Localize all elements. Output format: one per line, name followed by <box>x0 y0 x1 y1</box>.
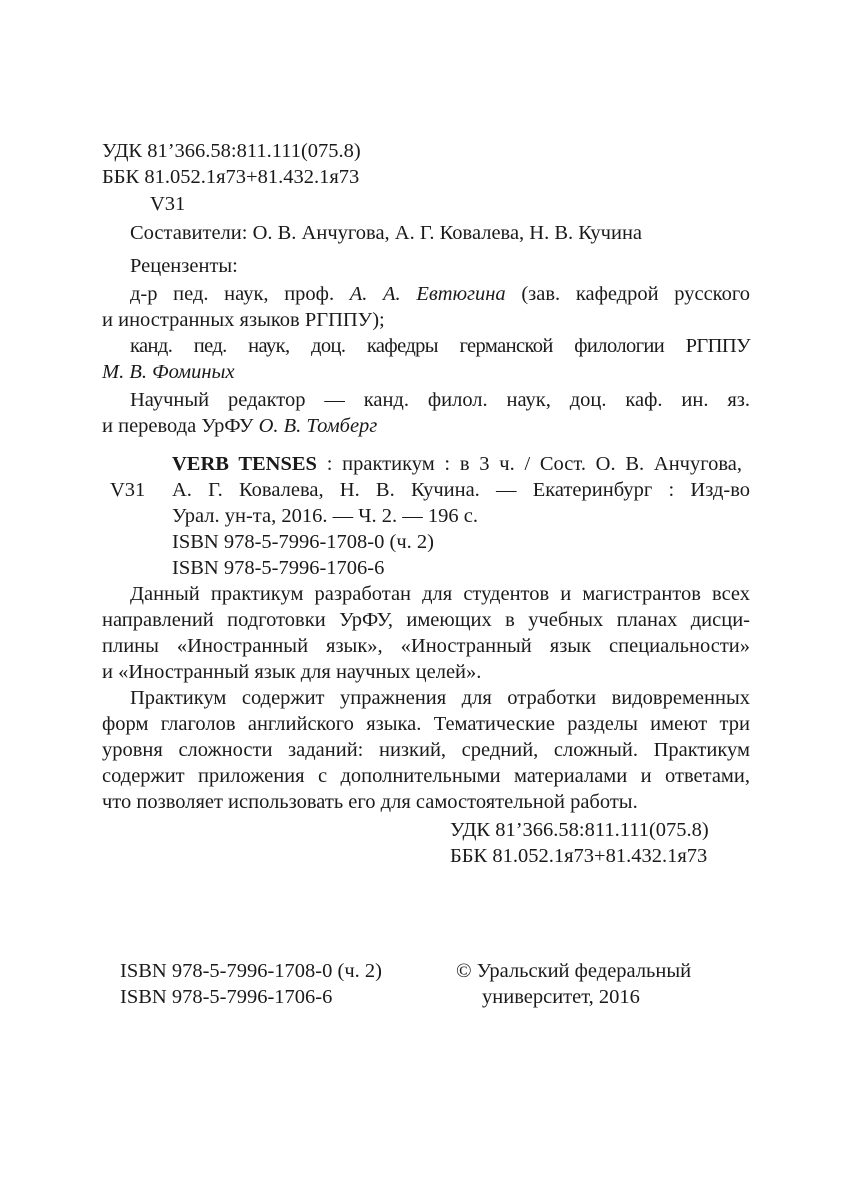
footer-bbk-code: ББК 81.052.1я73+81.432.1я73 <box>450 845 708 867</box>
editor-line-2: и перевода УрФУ О. В. Томберг <box>102 415 378 437</box>
reviewer-1-line: д-р пед. наук, проф. А. А. Евтюгина (зав. кафедрой русского <box>130 283 750 305</box>
udk-code: УДК 81’366.58:811.111(075.8) <box>102 140 361 162</box>
reviewers-heading: Рецензенты: <box>130 255 238 277</box>
bottom-isbn-1: ISBN 978-5-7996-1708-0 (ч. 2) <box>120 960 382 982</box>
copyright-line-2: университет, 2016 <box>482 986 640 1008</box>
footer-udk-code: УДК 81’366.58:811.111(075.8) <box>450 819 709 841</box>
abstract-p2-line-4: содержит приложения с дополнительными материалами и ответами, <box>102 765 750 787</box>
abstract-p1-line-3: плины «Иностранный язык», «Иностранный язык специальности» <box>102 635 750 657</box>
bottom-isbn-2: ISBN 978-5-7996-1706-6 <box>120 986 333 1008</box>
editor-name: О. В. Томберг <box>258 415 378 437</box>
author-mark: V31 <box>150 193 186 215</box>
biblio-isbn-1: ISBN 978-5-7996-1708-0 (ч. 2) <box>172 531 434 553</box>
biblio-line-2: А. Г. Ковалева, Н. В. Кучина. — Екатеринбург : Изд-во <box>172 479 750 501</box>
reviewer-1-line-2: и иностранных языков РГППУ); <box>102 309 385 331</box>
abstract-p1-line-4: и «Иностранный язык для научных целей». <box>102 661 482 683</box>
reviewer-2-line: канд. пед. наук, доц. кафедры германской филологии РГППУ <box>130 335 750 357</box>
compilers-line: Составители: О. В. Анчугова, А. Г. Ковалева, Н. В. Кучина <box>130 222 643 244</box>
biblio-mark: V31 <box>110 479 146 501</box>
abstract-p1-line-1: Данный практикум разработан для студентов и магистрантов всех <box>130 583 750 605</box>
abstract-p1-line-2: направлений подготовки УрФУ, имеющих в учебных планах дисци- <box>102 609 750 631</box>
reviewer-2-name: М. В. Фоминых <box>102 361 235 383</box>
abstract-p2-line-2: форм глаголов английского языка. Тематические разделы имеют три <box>102 713 750 735</box>
reviewer-1-name: А. А. Евтюгина <box>349 283 506 305</box>
copyright-line-1: © Уральский федеральный <box>456 960 692 982</box>
bbk-code: ББК 81.052.1я73+81.432.1я73 <box>102 166 360 188</box>
biblio-line-1: VERB TENSES : практикум : в 3 ч. / Сост. О. В. Анчугова, <box>172 453 743 475</box>
editor-line: Научный редактор — канд. филол. наук, доц. каф. ин. яз. <box>130 389 750 411</box>
abstract-p2-line-5: что позволяет использовать его для самостоятельной работы. <box>102 791 638 813</box>
abstract-p2-line-1: Практикум содержит упражнения для отработки видовременных <box>130 687 750 709</box>
abstract-p2-line-3: уровня сложности заданий: низкий, средний, сложный. Практикум <box>102 739 750 761</box>
biblio-isbn-2: ISBN 978-5-7996-1706-6 <box>172 557 385 579</box>
book-title: VERB TENSES <box>172 453 317 475</box>
biblio-line-3: Урал. ун-та, 2016. — Ч. 2. — 196 с. <box>172 505 478 527</box>
